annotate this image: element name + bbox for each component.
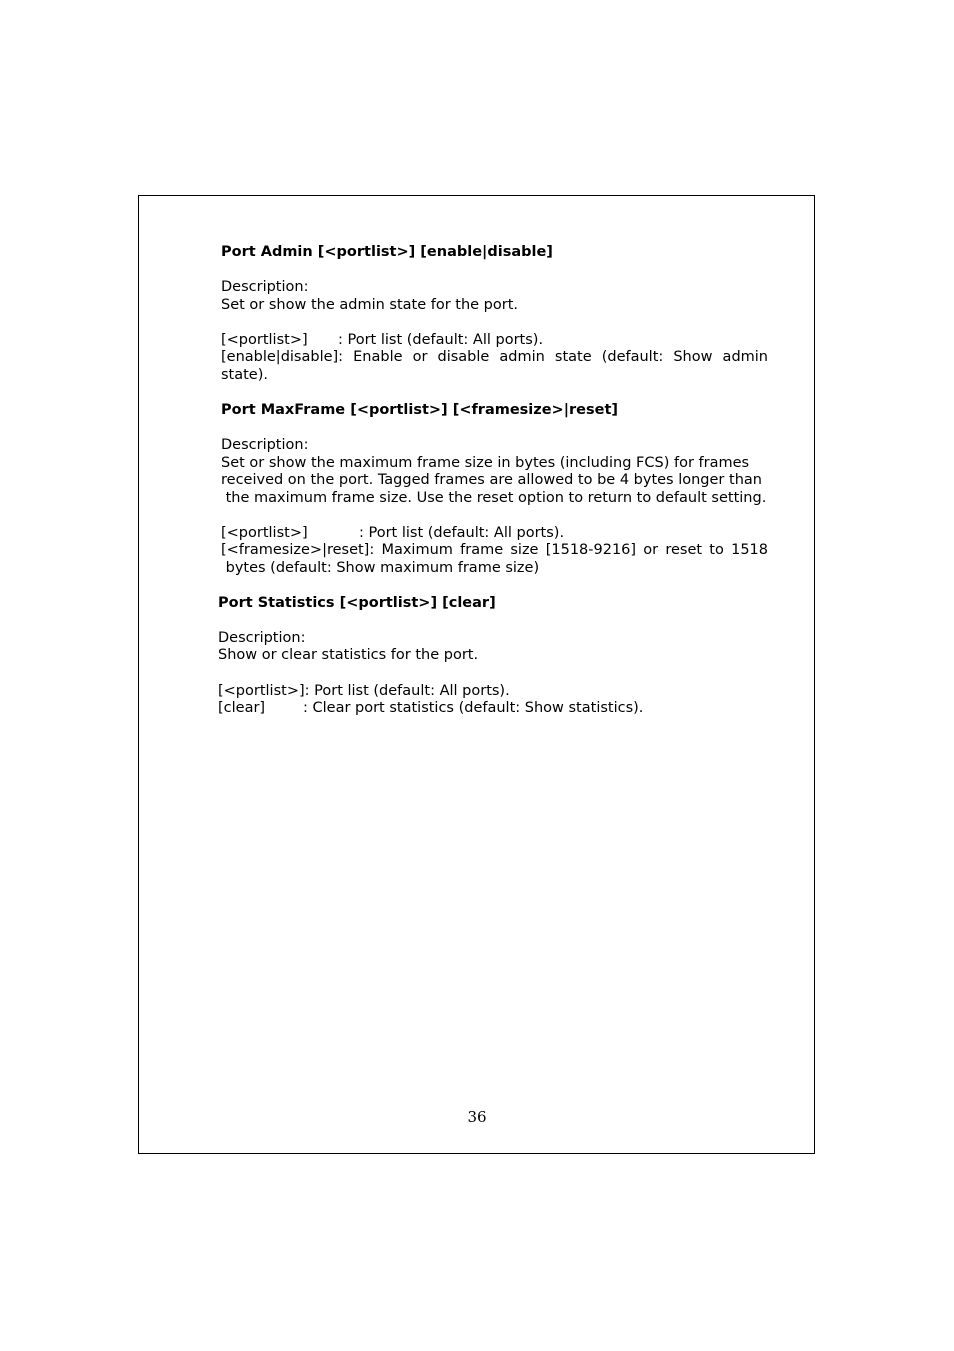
description-line: Show or clear statistics for the port. [218, 647, 479, 663]
param-line [218, 682, 510, 700]
page-number: 36 [467, 1108, 487, 1126]
description-line: Set or show the admin state for the port. [221, 297, 519, 313]
param-name: [<portlist>] [221, 332, 308, 348]
param-line: [enable|disable]: Enable or disable admin state (default: Show admin [221, 349, 768, 365]
param-text: : Port list (default: All ports). [338, 332, 544, 348]
section-heading-port-statistics: Port Statistics [<portlist>] [clear] [218, 595, 496, 611]
description-label: Description: [221, 437, 309, 453]
param-name: [<portlist>] [221, 525, 308, 541]
param-line [218, 699, 643, 717]
description-line: received on the port. Tagged frames are allowed to be 4 bytes longer than [221, 472, 762, 488]
param-line: [<framesize>|reset]: Maximum frame size [1518-9216] or reset to 1518 [221, 542, 768, 558]
param-text: : Clear port statistics (default: Show statistics). [303, 700, 644, 716]
description-label: Description: [218, 630, 306, 646]
param-line-continuation: bytes (default: Show maximum frame size) [221, 560, 540, 576]
param-line [221, 524, 564, 542]
param-text: : Port list (default: All ports). [359, 525, 565, 541]
description-line: Set or show the maximum frame size in bytes (including FCS) for frames [221, 455, 750, 471]
param-name: [clear] [218, 700, 266, 716]
description-label: Description: [221, 279, 309, 295]
section-heading-port-admin: Port Admin [<portlist>] [enable|disable] [221, 244, 553, 260]
param-name: [<portlist>] [218, 683, 305, 699]
description-line: the maximum frame size. Use the reset option to return to default setting. [221, 490, 767, 506]
param-line [221, 331, 543, 349]
section-heading-port-maxframe: Port MaxFrame [<portlist>] [<framesize>|reset] [221, 402, 619, 418]
param-text: : Port list (default: All ports). [304, 683, 510, 699]
param-line-continuation: state). [221, 367, 268, 383]
